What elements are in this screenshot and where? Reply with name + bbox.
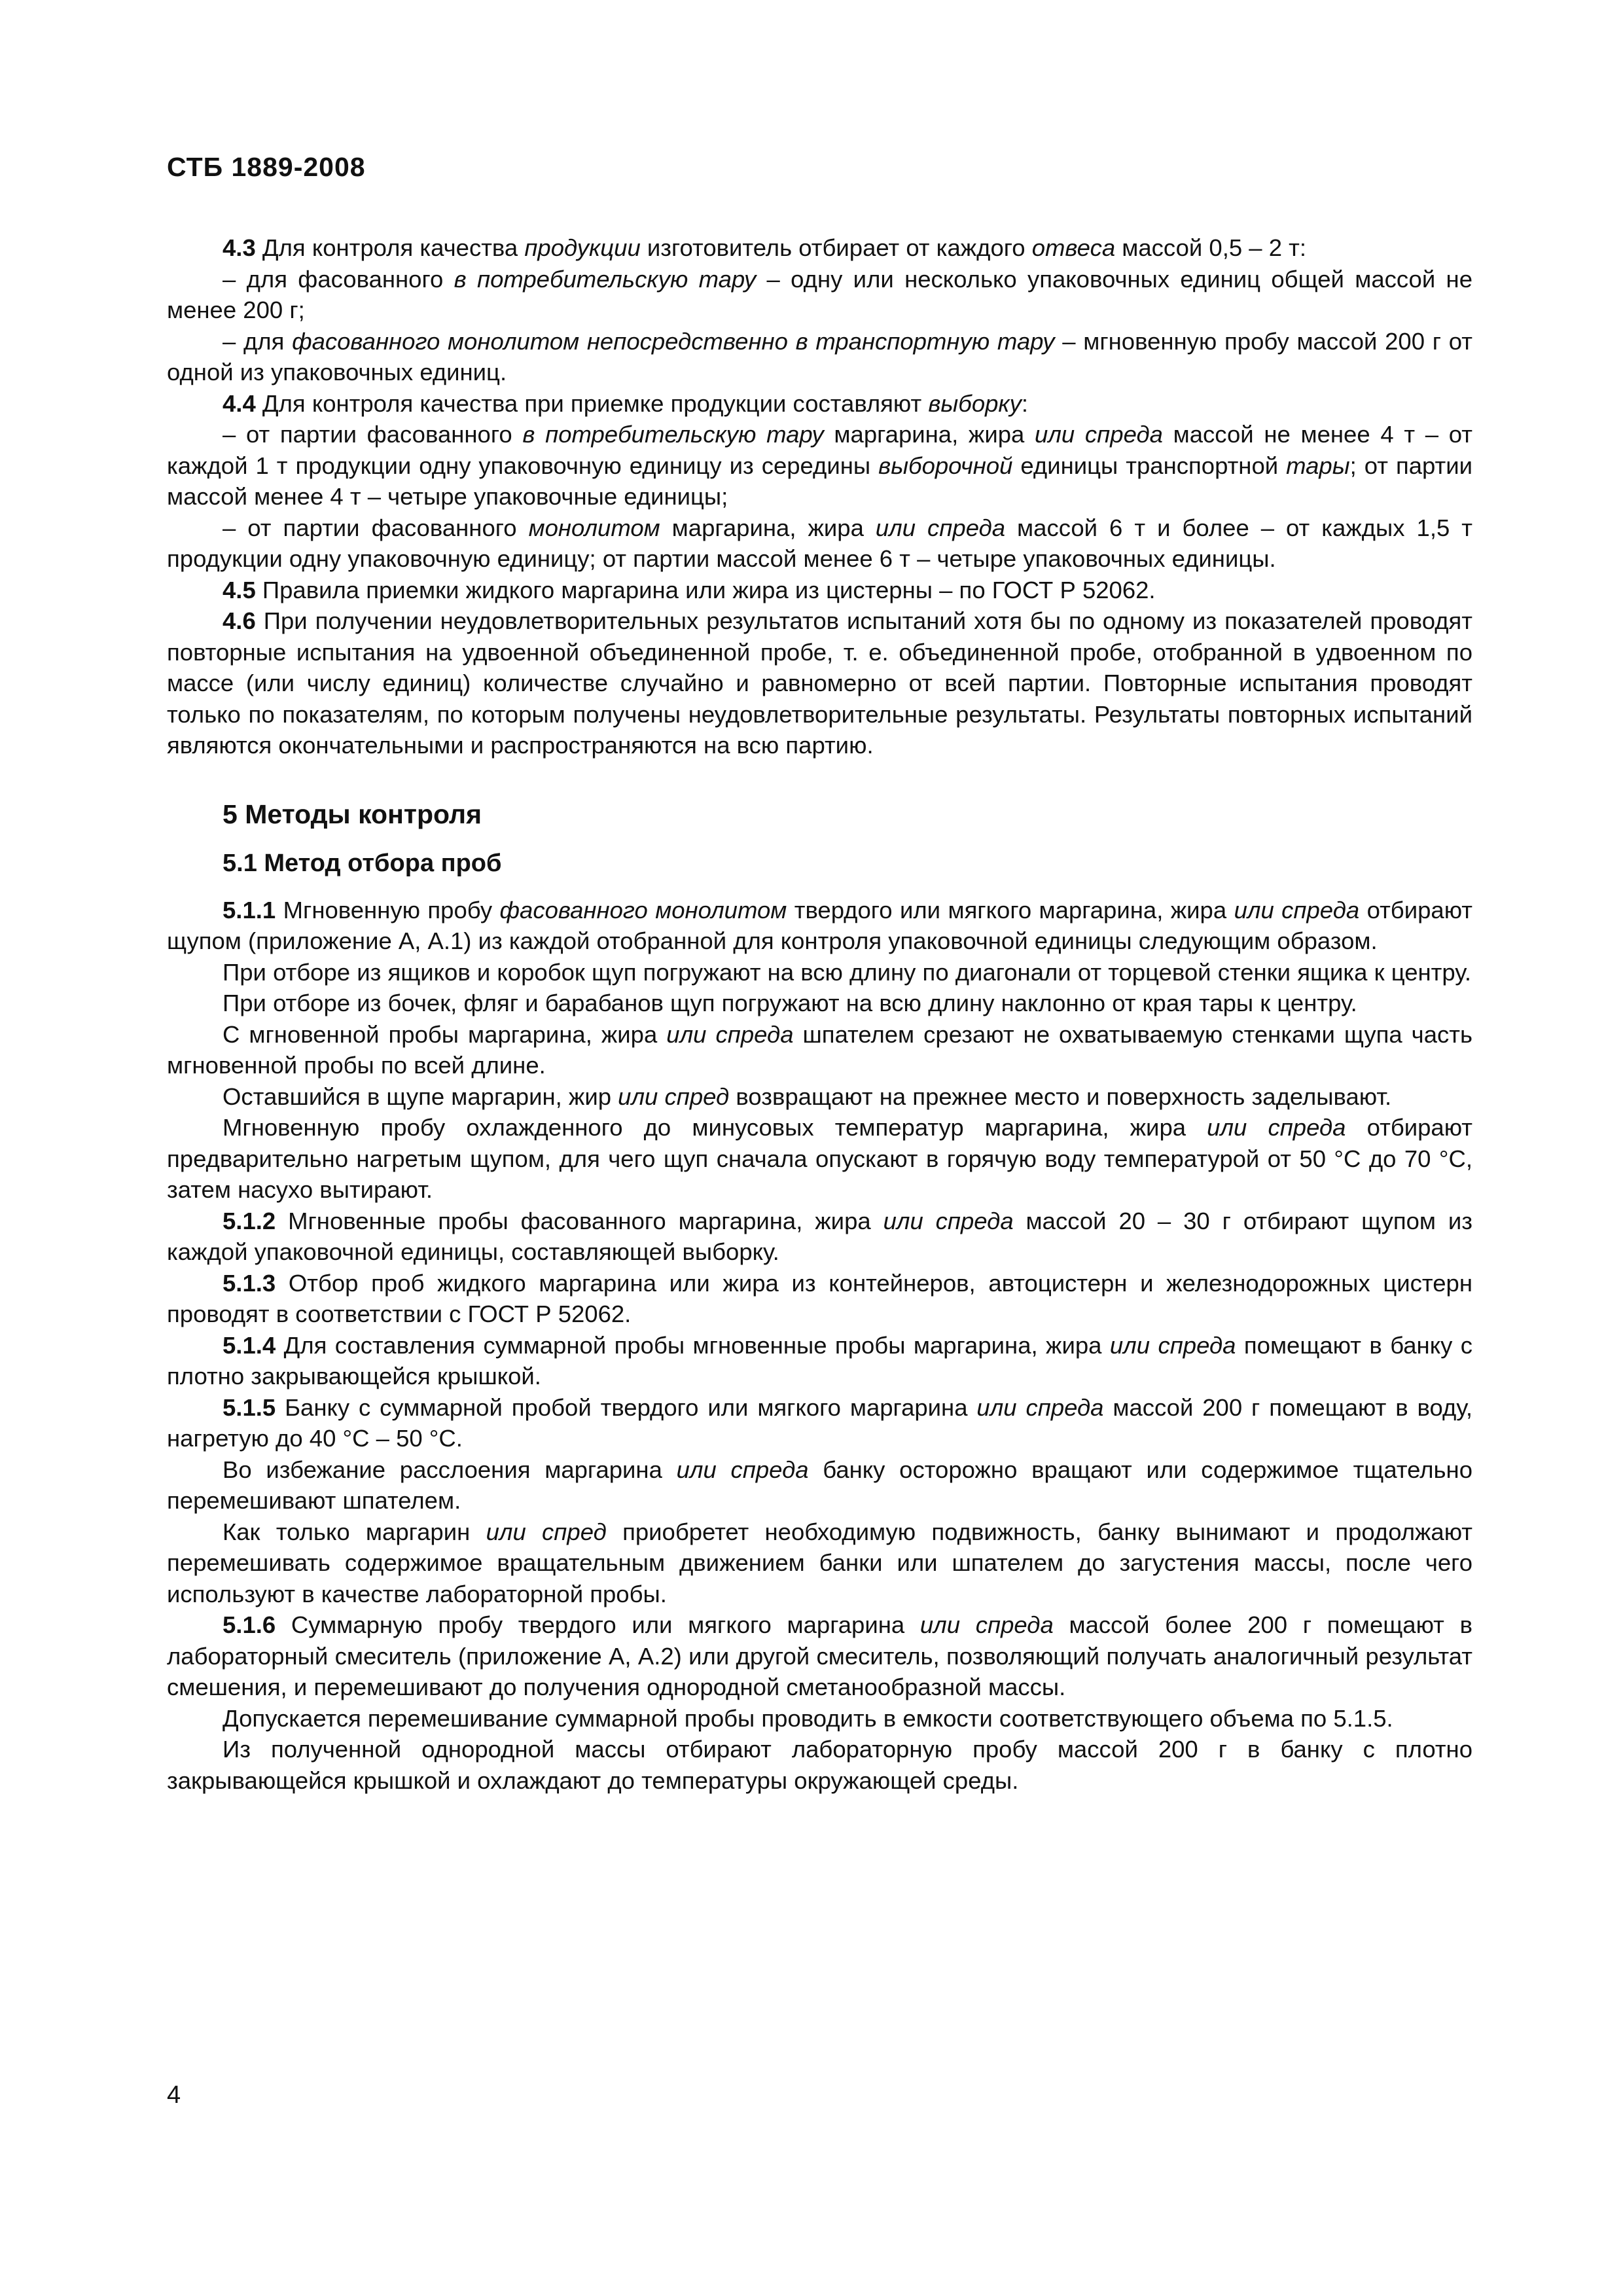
paragraph-rest: Оставшийся в щупе маргарин, жир или спред возвращают на прежнее место и поверхность заделывают. (223, 1083, 1392, 1110)
paragraph-cut: С мгновенной пробы маргарина, жира или спреда шпателем срезают не охватываемую стенками щупа часть мгновенной пробы по всей длине. (167, 1020, 1472, 1079)
paragraph-4-3: 4.3 Для контроля качества продукции изготовитель отбирает от каждого отвеса массой 0,5 – 2 т: (223, 234, 1307, 261)
paragraph-boxes: При отборе из ящиков и коробок щуп погружают на всю длину по диагонали от торцевой стенки ящика к центру. (223, 958, 1472, 986)
document-header: СТБ 1889-2008 (167, 152, 366, 182)
paragraph-5-1-4: 5.1.4 Для составления суммарной пробы мгновенные пробы маргарина, жира или спреда помещают в банку с плотно закрывающейся крышкой. (167, 1331, 1473, 1390)
paragraph-5-1-1: 5.1.1 Мгновенную пробу фасованного монолитом твердого или мягкого маргарина, жира или спреда отбирают щупом (приложение А, А.1) из каждой отобранной для контроля упаковочной единицы следующим образом. (167, 896, 1472, 954)
paragraph-cold: Мгновенную пробу охлажденного до минусовых температур маргарина, жира или спреда отбирают предварительно нагретым щупом, для чего щуп сначала опускают в горячую воду температурой от 50 °С до 70 °С, затем насухо вытирают. (167, 1114, 1473, 1203)
paragraph-final: Из полученной однородной массы отбирают лабораторную пробу массой 200 г в банку с плотно закрывающейся крышкой и охлаждают до температуры окружающей среды. (167, 1736, 1472, 1794)
paragraph-stratification: Во избежание расслоения маргарина или спреда банку осторожно вращают или содержимое тщательно перемешивают шпателем. (167, 1456, 1472, 1514)
paragraph-5-1-3: 5.1.3 Отбор проб жидкого маргарина или жира из контейнеров, автоцистерн и железнодорожных цистерн проводят в соответствии с ГОСТ Р 52062. (167, 1269, 1472, 1327)
paragraph-4-5: 4.5 Правила приемки жидкого маргарина или жира из цистерны – по ГОСТ Р 52062. (223, 576, 1156, 603)
document-body (167, 232, 1472, 1796)
paragraph-5-1-6: 5.1.6 Суммарную пробу твердого или мягкого маргарина или спреда массой более 200 г помещают в лабораторный смеситель (приложение А, А.2) или другой смеситель, позволяющий получать аналогичный результат смешения, и перемешивают до получения однородной сметанообразной массы. (167, 1611, 1472, 1700)
subsection-title: 5.1 Метод отбора проб (223, 850, 502, 877)
paragraph-5-1-2: 5.1.2 Мгновенные пробы фасованного маргарина, жира или спреда массой 20 – 30 г отбирают щупом из каждой упаковочной единицы, составляющей выборку. (167, 1207, 1472, 1265)
paragraph-4-4-monolith: – от партии фасованного монолитом маргарина, жира или спреда массой 6 т и более – от каждых 1,5 т продукции одну упаковочную единицу; от партии массой менее 6 т – четыре упаковочных единицы. (167, 514, 1472, 572)
page-number: 4 (167, 2081, 181, 2109)
paragraph-4-6: 4.6 При получении неудовлетворительных результатов испытаний хотя бы по одному из показателей проводят повторные испытания на удвоенной объединенной пробе, т. е. объединенной пробе, отобранной в удвоенном по массе (или числу единиц) количестве случайно и равномерно от всей партии. Повторные испытания проводят только по показателям, по которым получены неудовлетворительные результаты. Результаты повторных испытаний являются окончательными и распространяются на всю партию. (167, 607, 1472, 759)
paragraph-4-4: 4.4 Для контроля качества при приемке продукции составляют выборку: (223, 389, 1029, 417)
paragraph-mobility: Как только маргарин или спред приобретет необходимую подвижность, банку вынимают и продолжают перемешивать содержимое вращательным движением банки или шпателем до загустения массы, после чего используют в качестве лабораторной пробы. (167, 1518, 1472, 1607)
paragraph-allowed: Допускается перемешивание суммарной пробы проводить в емкости соответствующего объема по 5.1.5. (223, 1704, 1393, 1732)
paragraph-4-3-consumer: – для фасованного в потребительскую тару – одну или несколько упаковочных единиц общей массой не менее 200 г; (167, 265, 1472, 323)
paragraph-4-3-transport: – для фасованного монолитом непосредственно в транспортную тару – мгновенную пробу массой 200 г от одной из упаковочных единиц. (167, 327, 1472, 386)
paragraph-5-1-5: 5.1.5 Банку с суммарной пробой твердого или мягкого маргарина или спреда массой 200 г помещают в воду, нагретую до 40 °С – 50 °С. (167, 1393, 1472, 1452)
paragraph-4-4-consumer: – от партии фасованного в потребительскую тару маргарина, жира или спреда массой не менее 4 т – от каждой 1 т продукции одну упаковочную единицу из середины выборочной единицы транспортной тары; от партии массой менее 4 т – четыре упаковочные единицы; (167, 421, 1472, 510)
paragraph-barrels: При отборе из бочек, фляг и барабанов щуп погружают на всю длину наклонно от края тары к центру. (223, 990, 1357, 1016)
section-title: 5 Методы контроля (223, 798, 482, 829)
